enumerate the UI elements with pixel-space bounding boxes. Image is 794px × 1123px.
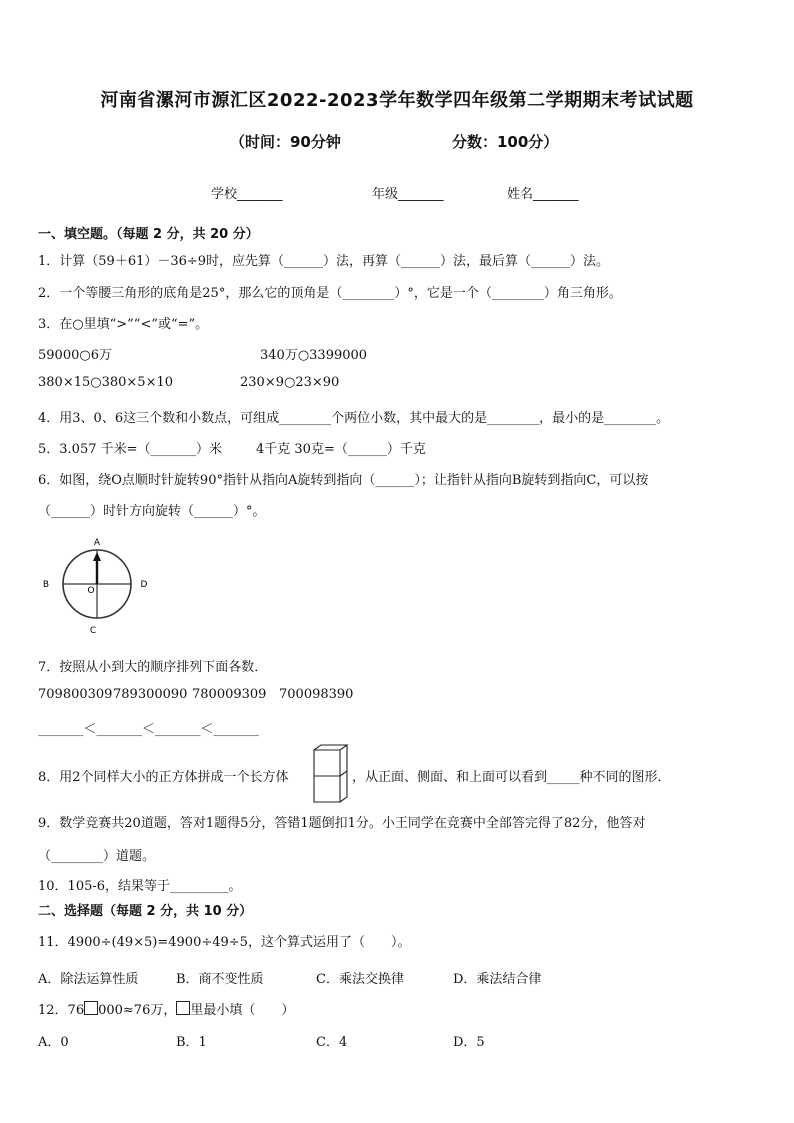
page-title: 河南省漯河市源汇区2022-2023学年数学四年级第二学期期末考试试题 <box>100 90 694 111</box>
question-12 <box>38 999 294 1018</box>
question-1: 1．计算（59＋61）－36÷9时，应先算（______）法，再算（______）法，最后算（______）法。 <box>38 254 610 269</box>
school-field: 学校_______ <box>211 187 283 202</box>
question-12-suffix: 里最小填（ ） <box>190 1003 295 1018</box>
question-8-part-a: 8．用2个同样大小的正方体拼成一个长方体 <box>38 770 289 785</box>
question-8-part-b: ，从正面、侧面、和上面可以看到_____种不同的图形． <box>352 770 671 785</box>
question-12-middle: 000≈76万， <box>98 1003 177 1018</box>
section-2-heading: 二、选择题（每题 2 分，共 10 分） <box>38 904 253 919</box>
question-6-line-2: （______）时针方向旋转（______）°。 <box>38 504 266 519</box>
cuboid-figure <box>312 744 352 804</box>
cuboid-top-face <box>314 745 347 750</box>
question-9-line-2: （________）道题。 <box>38 849 156 864</box>
question-12-option-b[interactable]: B．1 <box>176 1035 207 1050</box>
question-2: 2．一个等腰三角形的底角是25°，那么它的顶角是（________）°，它是一个（________）角三角形。 <box>38 286 622 301</box>
question-7-number-1: 709800309 <box>38 687 113 702</box>
dial-label-a: A <box>93 538 101 548</box>
exam-score: 分数：100分） <box>452 133 559 151</box>
exam-time: （时间：90分钟 <box>230 133 341 151</box>
question-4: 4．用3、0、6这三个数和小数点，可组成________个两位小数，其中最大的是________，最小的是________。 <box>38 411 670 426</box>
question-12-prefix: 12．76 <box>38 1003 85 1018</box>
dial-label-o: O <box>87 586 95 596</box>
blank-box-ref <box>176 1001 190 1015</box>
question-5-part-a: 5．3.057 千米=（_______）米 <box>38 442 223 457</box>
question-5-part-b: 4千克 30克=（______）千克 <box>256 442 426 457</box>
dial-label-b: B <box>42 580 50 590</box>
question-3-item-a: 59000○6万 <box>38 348 112 363</box>
question-9-line-1: 9．数学竞赛共20道题，答对1题得5分，答错1题倒扣1分。小王同学在竞赛中全部答完得了82分，他答对 <box>38 816 646 831</box>
question-11-option-d[interactable]: D．乘法结合律 <box>453 972 542 987</box>
question-11-option-a[interactable]: A．除法运算性质 <box>38 972 139 987</box>
question-12-option-c[interactable]: C．4 <box>316 1035 348 1050</box>
pointer-arrowhead <box>93 552 101 561</box>
question-7: 7．按照从小到大的顺序排列下面各数． <box>38 660 268 675</box>
question-6-line-1: 6．如图，绕O点顺时针旋转90°指针从指向A旋转到指向（______）；让指针从指向B旋转到指向C，可以按 <box>38 473 649 488</box>
question-7-number-2: 789300090 <box>113 687 188 702</box>
dial-label-c: C <box>89 626 97 636</box>
question-7-number-3: 780009309 <box>192 687 267 702</box>
question-11: 11．4900÷(49×5)=4900÷49÷5，这个算式运用了（ ）。 <box>38 935 411 950</box>
dial-label-d: D <box>140 580 148 590</box>
question-11-option-b[interactable]: B．商不变性质 <box>176 972 264 987</box>
cuboid-side-middle-line <box>340 771 347 776</box>
name-field: 姓名_______ <box>507 187 579 202</box>
question-3-item-d: 230×9○23×90 <box>240 375 340 390</box>
blank-box <box>84 1001 98 1015</box>
grade-field: 年级_______ <box>372 187 444 202</box>
clock-dial-figure <box>36 532 156 640</box>
section-1-heading: 一、填空题。（每题 2 分，共 20 分） <box>38 227 259 242</box>
question-3: 3．在○里填“>”“<”或“=”。 <box>38 317 209 332</box>
question-7-number-4: 700098390 <box>279 687 354 702</box>
question-12-option-d[interactable]: D．5 <box>453 1035 485 1050</box>
question-3-item-b: 340万○3399000 <box>260 348 368 363</box>
question-12-option-a[interactable]: A．0 <box>38 1035 69 1050</box>
question-10: 10．105-6，结果等于_________。 <box>38 879 242 894</box>
question-11-option-c[interactable]: C．乘法交换律 <box>316 972 404 987</box>
question-3-item-c: 380×15○380×5×10 <box>38 375 174 390</box>
question-7-blanks: _______＜_______＜_______＜_______ <box>38 722 260 737</box>
